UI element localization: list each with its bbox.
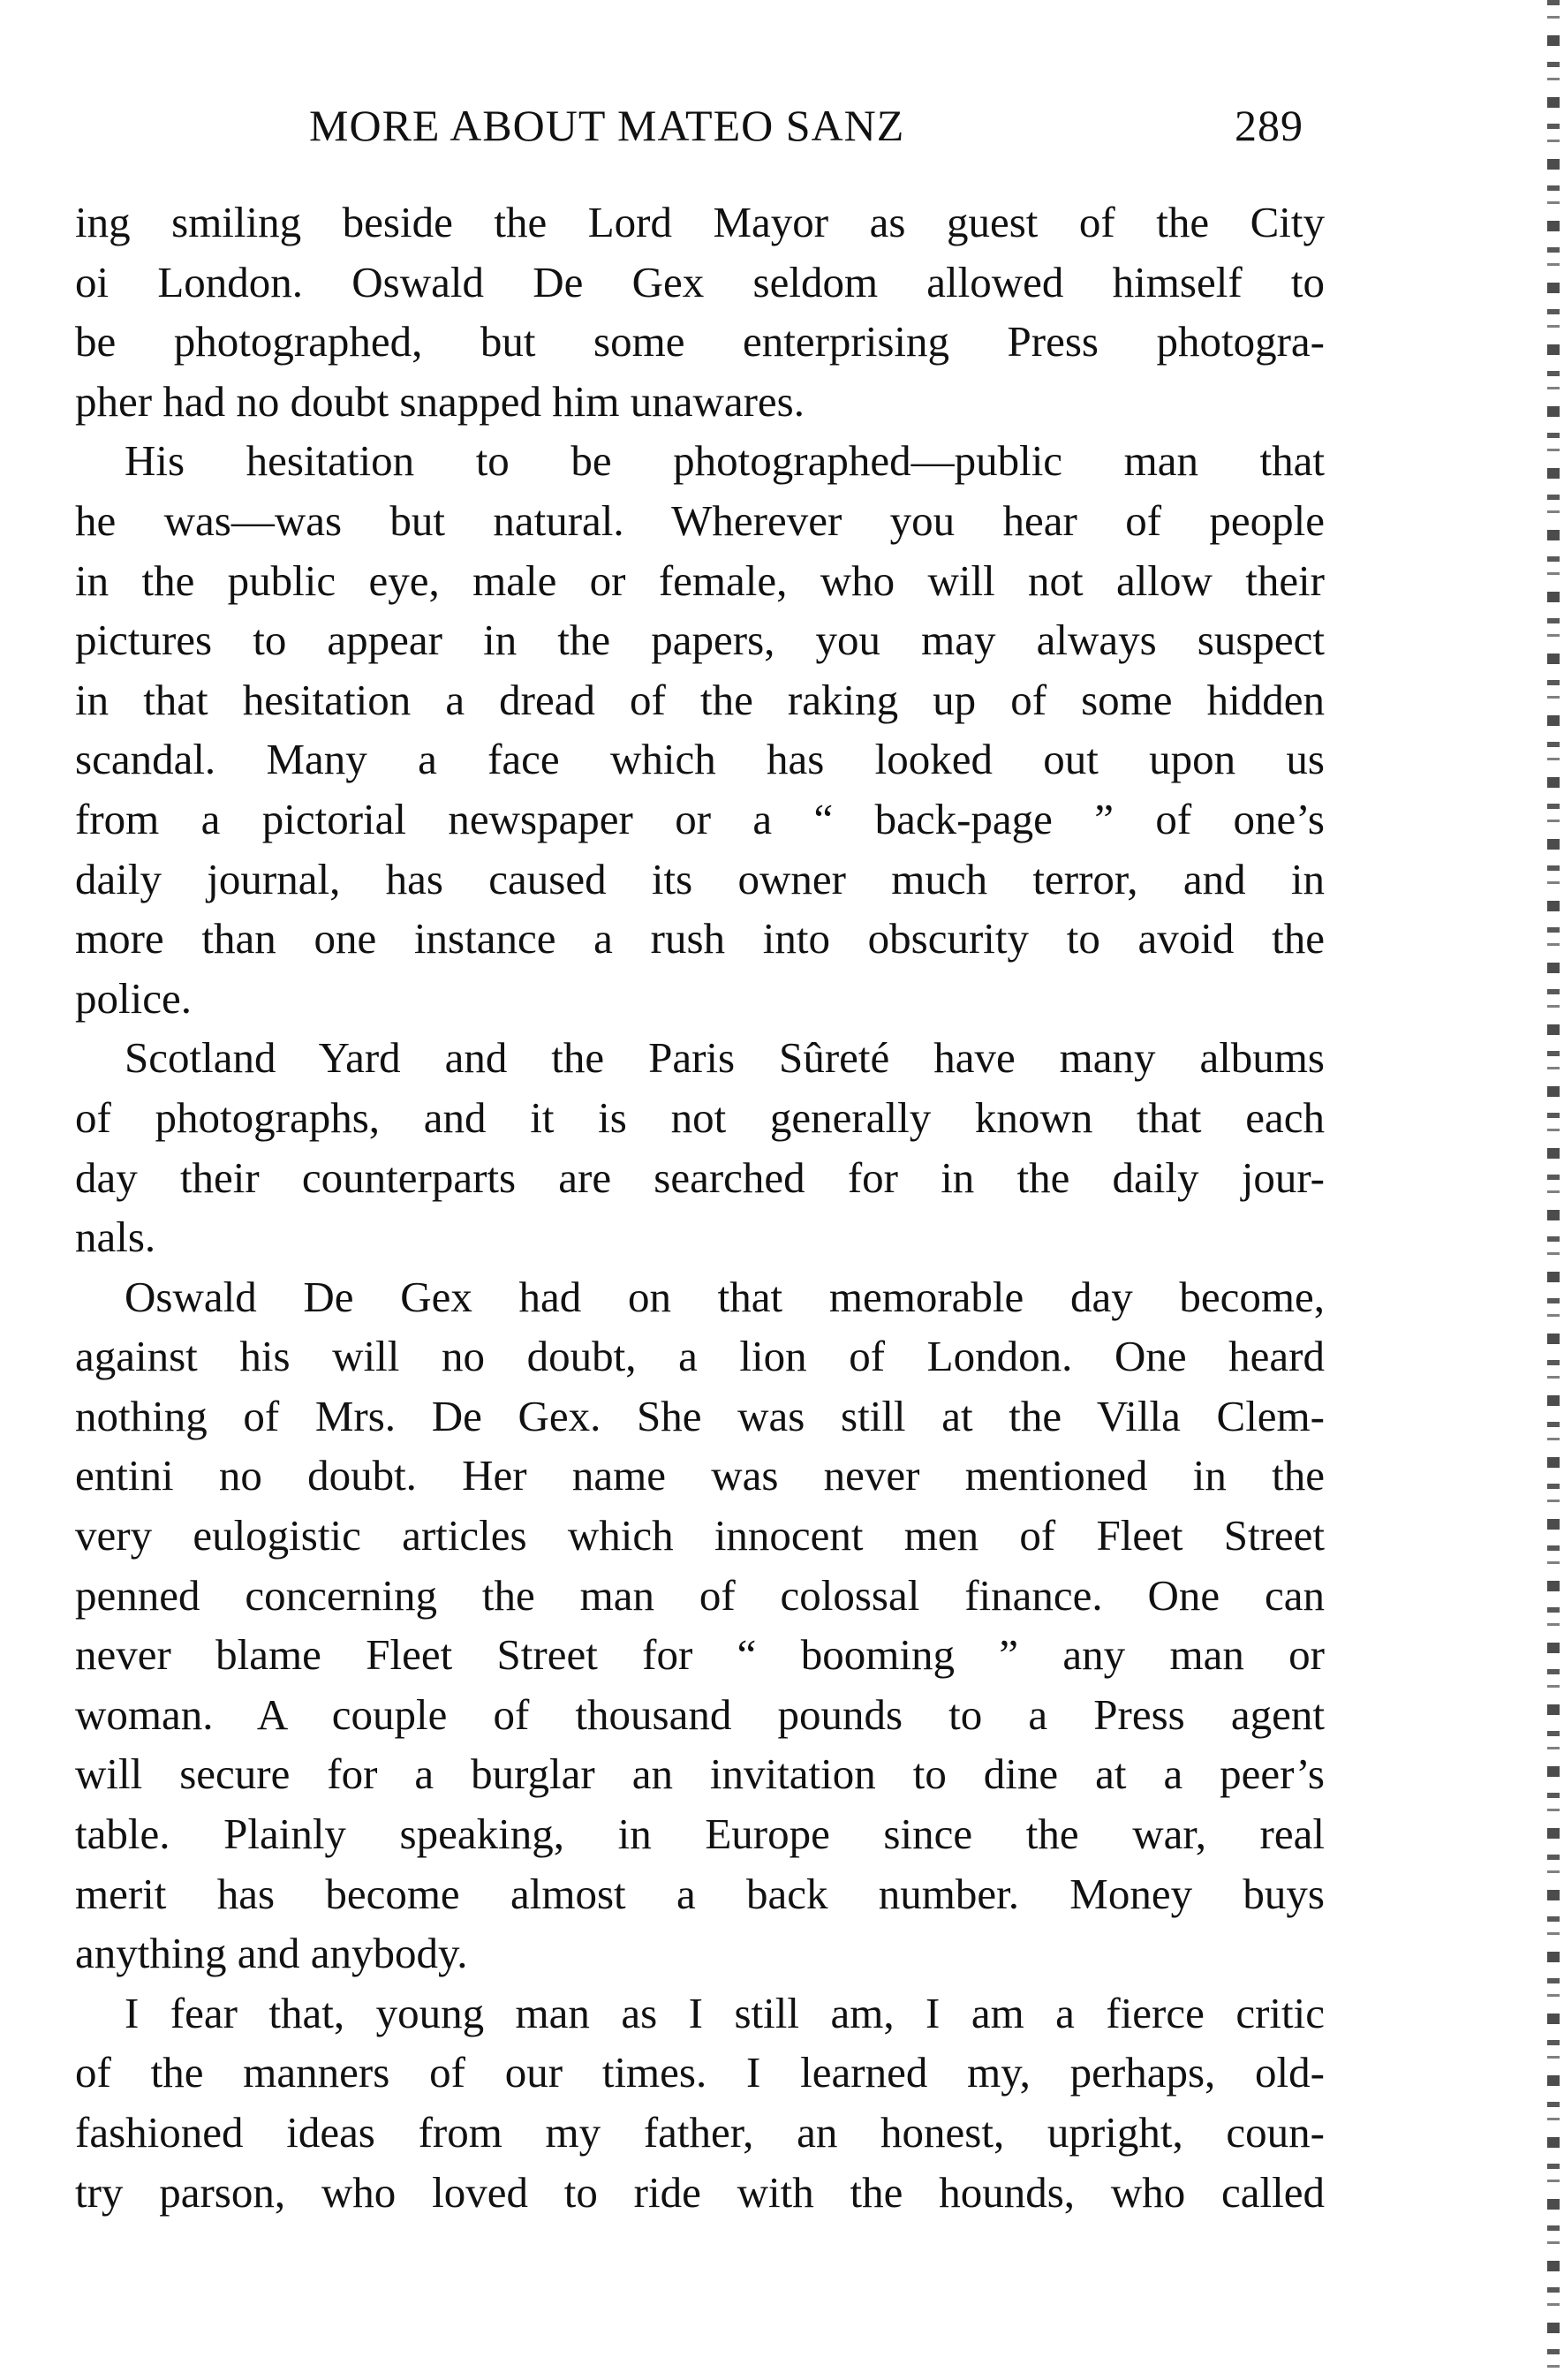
text-line: table. Plainly speaking, in Europe since the war, real: [75, 1810, 1325, 1859]
text-line: pher had no doubt snapped him unawares.: [75, 376, 805, 426]
text-line: try parson, who loved to ride with the hounds, who called: [75, 2167, 1325, 2217]
text-line: ing smiling beside the Lord Mayor as guest of the City: [75, 198, 1325, 246]
text-line: in the public eye, male or female, who will not allow their: [75, 555, 1325, 605]
text-line: merit has become almost a back number. Money buys: [75, 1869, 1325, 1918]
text-line: Scotland Yard and the Paris Sûreté have many albums: [125, 1033, 1325, 1083]
text-line: oi London. Oswald De Gex seldom allowed himself to: [75, 257, 1325, 306]
text-line: very eulogistic articles which innocent men of Fleet Street: [75, 1511, 1325, 1560]
scan-edge-artifact: [1547, 0, 1560, 2380]
page-number: 289: [1235, 101, 1303, 150]
text-line: Oswald De Gex had on that memorable day become,: [125, 1272, 1325, 1321]
text-line: of photographs, and it is not generally known that each: [75, 1092, 1325, 1142]
text-line: scandal. Many a face which has looked out upon us: [75, 735, 1325, 784]
text-line: woman. A couple of thousand pounds to a Press agent: [75, 1689, 1325, 1739]
text-line: police.: [75, 973, 192, 1023]
running-head-title: MORE ABOUT MATEO SANZ: [309, 101, 905, 150]
text-line: of the manners of our times. I learned my, perhaps, old-: [75, 2048, 1325, 2097]
text-line: more than one instance a rush into obscurity to avoid the: [75, 914, 1325, 963]
text-line: nothing of Mrs. De Gex. She was still at the Villa Clem-: [75, 1391, 1325, 1440]
text-line: penned concerning the man of colossal finance. One can: [75, 1570, 1325, 1620]
text-line: entini no doubt. Her name was never mentioned in the: [75, 1451, 1325, 1500]
text-line: day their counterparts are searched for in the daily jour-: [75, 1152, 1325, 1202]
text-line: anything and anybody.: [75, 1929, 468, 1978]
text-line: be photographed, but some enterprising Press photogra-: [75, 317, 1325, 366]
text-line: pictures to appear in the papers, you may always suspect: [75, 616, 1325, 665]
text-line: against his will no doubt, a lion of London. One heard: [75, 1332, 1325, 1381]
text-line: will secure for a burglar an invitation to dine at a peer’s: [75, 1749, 1325, 1799]
body-text: [75, 193, 1325, 2222]
text-line: never blame Fleet Street for “ booming ” any man or: [75, 1630, 1325, 1680]
text-line: daily journal, has caused its owner much terror, and in: [75, 854, 1325, 903]
text-line: in that hesitation a dread of the raking up of some hidden: [75, 675, 1325, 724]
text-line: he was—was but natural. Wherever you hear of people: [75, 495, 1325, 545]
text-line: His hesitation to be photographed—public man that: [125, 436, 1325, 486]
text-line: fashioned ideas from my father, an honest, upright, coun-: [75, 2108, 1325, 2157]
text-line: I fear that, young man as I still am, I am a fierce critic: [125, 1988, 1325, 2037]
text-line: nals.: [75, 1213, 156, 1262]
text-line: from a pictorial newspaper or a “ back-page ” of one’s: [75, 794, 1325, 843]
